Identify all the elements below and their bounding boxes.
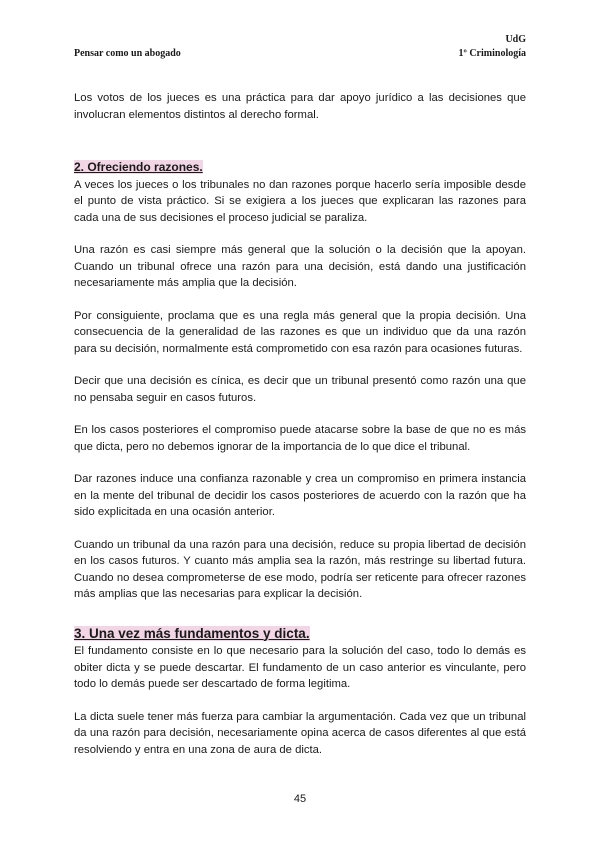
section-3-paragraph-1: El fundamento consiste en lo que necesario para la solución del caso, todo lo demás es obiter dicta y se puede descartar. El fundamento de un caso anterior es vinculante, pero todo lo demás puede ser descartado de forma legitima. — [74, 645, 526, 690]
header-subject: Pensar como un abogado — [74, 48, 181, 59]
section-2-paragraph-3: Por consiguiente, proclama que es una regla más general que la propia decisión. Una consecuencia de la generalidad de las razones es que un individuo que da una razón para su decisión, normalmente está comprometido con esa razón para ocasiones futuras. — [74, 309, 526, 355]
page-number: 45 — [293, 793, 307, 805]
section-2-paragraph-6: Dar razones induce una confianza razonable y crea un compromiso en primera instancia en la mente del tribunal de decidir los casos posteriores de acuerdo con la razón que ha sido explicitada en una ocasión anterior. — [74, 473, 526, 518]
section-2-paragraph-1: A veces los jueces o los tribunales no dan razones porque hacerlo sería imposible desde el punto de vista práctico. Si se exigiera a los jueces que explicaran las razones para cada una de sus decisiones el proceso judicial se paraliza. — [74, 178, 526, 224]
section-3-heading — [74, 625, 310, 643]
section-2-title: 2. Ofreciendo razones. — [74, 160, 203, 174]
section-2-heading — [74, 159, 203, 176]
header-course: 1º Criminología — [458, 48, 526, 59]
section-2-paragraph-2: Una razón es casi siempre más general que la solución o la decisión que la apoyan. Cuando un tribunal ofrece una razón para una decisión, está dando una justificación necesariamente más amplia que la decisión. — [74, 244, 526, 289]
section-3-title: 3. Una vez más fundamentos y dicta. — [74, 625, 310, 641]
section-3-paragraph-2: La dicta suele tener más fuerza para cambiar la argumentación. Cada vez que un tribunal da una razón para decisión, necesariamente opina acerca de casos diferentes al que está resolviendo y entra en una zona de aura de dicta. — [74, 710, 526, 756]
section-2-paragraph-7: Cuando un tribunal da una razón para una decisión, reduce su propia libertad de decisión en los casos futuros. Y cuanto más amplia sea la razón, más restringe su libertad futura. Cuando no desea comprometerse de ese modo, podría ser reticente para ofrecer razones más amplias que las necesarias para explicar la decisión. — [74, 538, 526, 600]
intro-paragraph: Los votos de los jueces es una práctica para dar apoyo jurídico a las decisiones que involucran elementos distintos al derecho formal. — [74, 92, 526, 121]
section-2-paragraph-5: En los casos posteriores el compromiso puede atacarse sobre la base de que no es más que dicta, pero no debemos ignorar de la importancia de lo que dice el tribunal. — [74, 424, 526, 453]
document-body — [74, 90, 526, 758]
header-institution: UdG — [505, 34, 526, 45]
page-header — [74, 48, 526, 59]
section-2-paragraph-4: Decir que una decisión es cínica, es decir que un tribunal presentó como razón una que no pensaba seguir en casos futuros. — [74, 375, 526, 404]
